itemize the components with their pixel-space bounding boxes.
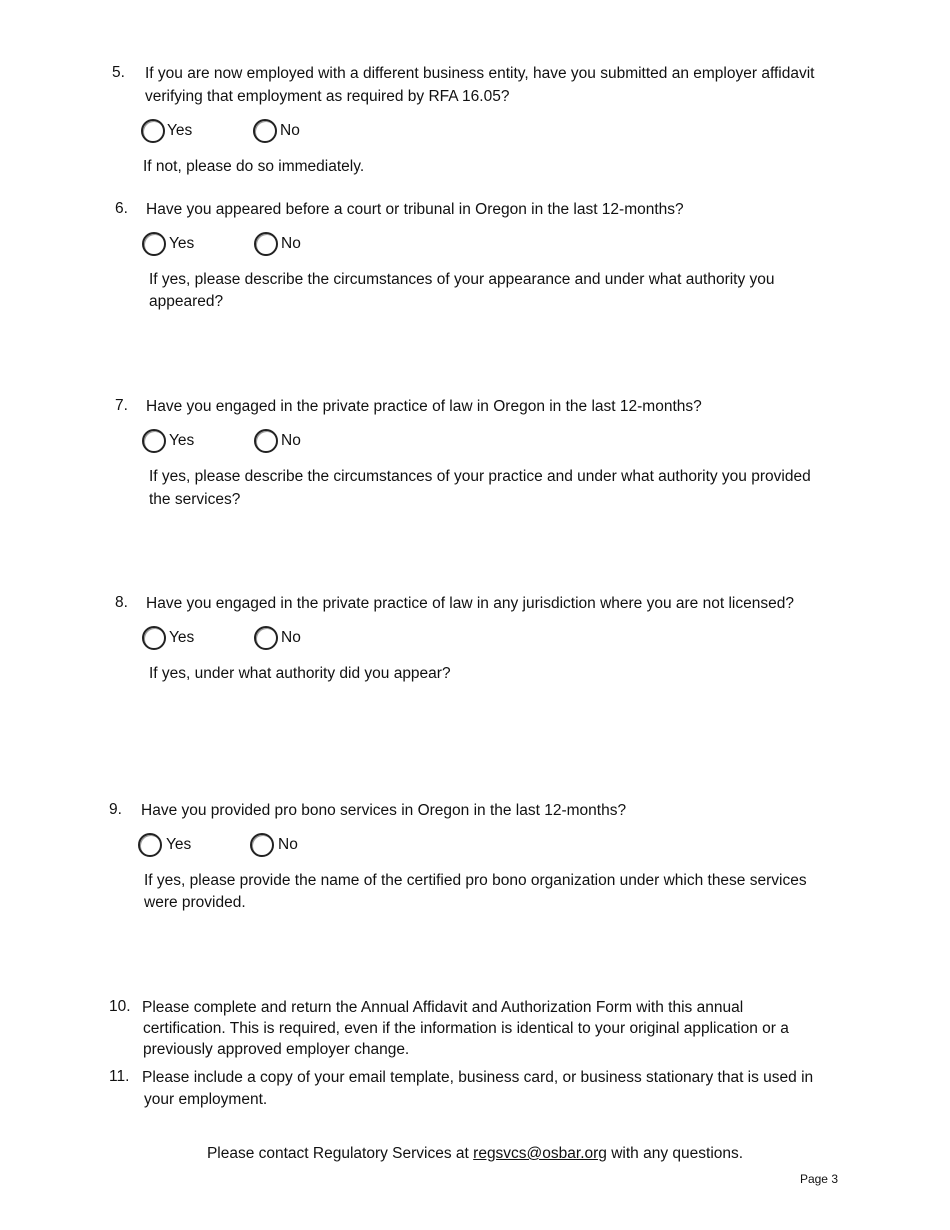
item-number: 10. xyxy=(109,998,131,1015)
followup-text: were provided. xyxy=(144,894,246,911)
followup-text: appeared? xyxy=(149,293,224,310)
footer-suffix: with any questions. xyxy=(606,1145,744,1162)
yes-radio[interactable] xyxy=(138,833,162,857)
no-radio[interactable] xyxy=(254,429,278,453)
no-label: No xyxy=(281,432,301,449)
no-radio[interactable] xyxy=(253,119,277,143)
followup-text: If yes, please provide the name of the certified pro bono organization under which these services xyxy=(144,872,807,889)
item-text: certification. This is required, even if the information is identical to your original application or a xyxy=(143,1020,789,1037)
page-number: Page 3 xyxy=(799,1172,838,1186)
followup-text: If yes, under what authority did you appear? xyxy=(149,665,451,682)
question-text: Have you appeared before a court or tribunal in Oregon in the last 12-months? xyxy=(146,201,684,218)
followup-text: If yes, please describe the circumstances of your practice and under what authority you provided xyxy=(149,468,811,485)
no-radio[interactable] xyxy=(254,232,278,256)
question-number: 9. xyxy=(109,801,122,818)
question-text: Have you engaged in the private practice of law in Oregon in the last 12-months? xyxy=(146,398,702,415)
yes-label: Yes xyxy=(166,836,192,853)
no-radio[interactable] xyxy=(250,833,274,857)
yes-radio[interactable] xyxy=(141,119,165,143)
question-text: Have you provided pro bono services in Oregon in the last 12-months? xyxy=(141,802,627,819)
question-number: 8. xyxy=(115,594,128,611)
no-label: No xyxy=(280,122,300,139)
no-radio[interactable] xyxy=(254,626,278,650)
yes-label: Yes xyxy=(167,122,193,139)
yes-label: Yes xyxy=(169,432,195,449)
contact-footer xyxy=(0,1145,950,1163)
question-number: 7. xyxy=(115,397,128,414)
yes-radio[interactable] xyxy=(142,429,166,453)
item-text: previously approved employer change. xyxy=(143,1041,410,1058)
item-text: Please complete and return the Annual Affidavit and Authorization Form with this annual xyxy=(142,999,744,1016)
item-text: your employment. xyxy=(144,1091,268,1108)
item-text: Please include a copy of your email template, business card, or business stationary that is used in xyxy=(142,1069,814,1086)
yes-radio[interactable] xyxy=(142,626,166,650)
question-text: verifying that employment as required by RFA 16.05? xyxy=(145,88,510,105)
yes-label: Yes xyxy=(169,629,195,646)
no-label: No xyxy=(281,629,301,646)
question-number: 6. xyxy=(115,200,128,217)
followup-text: the services? xyxy=(149,491,241,508)
footer-prefix: Please contact Regulatory Services at xyxy=(206,1145,474,1162)
followup-text: If yes, please describe the circumstances of your appearance and under what authority you xyxy=(149,271,775,288)
yes-label: Yes xyxy=(169,235,195,252)
question-text: Have you engaged in the private practice of law in any jurisdiction where you are not licensed? xyxy=(146,595,794,612)
no-label: No xyxy=(278,836,298,853)
followup-text: If not, please do so immediately. xyxy=(143,158,365,175)
question-number: 5. xyxy=(112,64,125,81)
item-number: 11. xyxy=(109,1068,130,1085)
yes-radio[interactable] xyxy=(142,232,166,256)
no-label: No xyxy=(281,235,301,252)
email-link[interactable]: regsvcs@osbar.org xyxy=(473,1145,607,1162)
question-text: If you are now employed with a different business entity, have you submitted an employer affidavit xyxy=(145,65,815,82)
